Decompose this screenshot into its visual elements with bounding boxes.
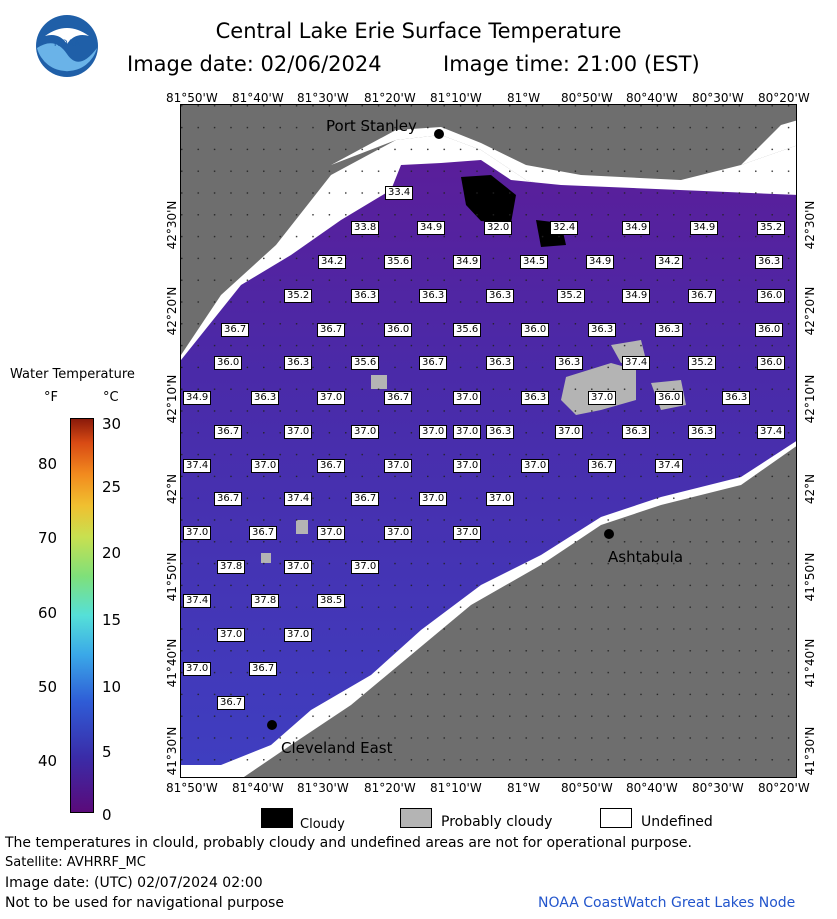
f-tick: 50 <box>38 678 58 696</box>
image-time: Image time: 21:00 (EST) <box>443 52 700 76</box>
ashtabula-label: Ashtabula <box>608 548 684 566</box>
temp-reading: 37.0 <box>284 560 312 574</box>
temp-reading: 36.0 <box>757 356 785 370</box>
lon-label: 81°20'W <box>364 91 416 105</box>
temp-reading: 34.2 <box>655 255 683 269</box>
lat-label: 41°30'N <box>165 726 179 776</box>
temp-reading: 37.0 <box>453 526 481 540</box>
lon-label: 80°30'W <box>692 91 744 105</box>
temp-reading: 36.3 <box>588 323 616 337</box>
temp-reading: 36.3 <box>722 391 750 405</box>
temp-reading: 38.5 <box>317 594 345 608</box>
undefined-swatch <box>600 808 632 828</box>
temp-reading: 36.3 <box>486 289 514 303</box>
footer-nav-warning: Not to be used for navigational purpose <box>5 895 284 911</box>
temp-reading: 37.0 <box>486 492 514 506</box>
map-title: Central Lake Erie Surface Temperature <box>215 19 622 43</box>
cleveland-east-marker[interactable] <box>267 720 277 730</box>
temp-reading: 36.3 <box>419 289 447 303</box>
temp-reading: 36.7 <box>419 356 447 370</box>
temp-reading: 37.8 <box>251 594 279 608</box>
undefined-legend-label: Undefined <box>641 814 713 830</box>
lon-label: 81°20'W <box>364 781 416 795</box>
temp-reading: 32.4 <box>550 221 578 235</box>
lat-label: 41°30'N <box>803 726 817 776</box>
temp-reading: 36.7 <box>217 696 245 710</box>
f-tick: 40 <box>38 752 58 770</box>
lon-label: 80°20'W <box>758 91 810 105</box>
lat-label: 42°N <box>165 473 179 505</box>
temp-reading: 36.3 <box>555 356 583 370</box>
ashtabula-marker[interactable] <box>604 529 614 539</box>
lon-label: 81°W <box>507 781 541 795</box>
temp-reading: 37.0 <box>217 628 245 642</box>
temp-reading: 36.7 <box>221 323 249 337</box>
c-tick: 10 <box>102 678 122 696</box>
f-tick: 70 <box>38 529 58 547</box>
colorbar-title: Water Temperature <box>10 367 135 382</box>
temp-reading: 37.4 <box>655 459 683 473</box>
temp-reading: 36.0 <box>384 323 412 337</box>
lon-label: 80°30'W <box>692 781 744 795</box>
f-tick: 80 <box>38 455 58 473</box>
port-stanley-label: Port Stanley <box>326 117 417 135</box>
colorbar-c-unit: °C <box>103 390 119 405</box>
footer-utc-date: Image date: (UTC) 02/07/2024 02:00 <box>5 875 263 891</box>
temp-reading: 37.8 <box>217 560 245 574</box>
temp-reading: 34.9 <box>453 255 481 269</box>
temp-reading: 37.0 <box>251 459 279 473</box>
lon-label: 80°40'W <box>626 91 678 105</box>
lat-label: 42°30'N <box>165 200 179 250</box>
temp-reading: 37.0 <box>317 526 345 540</box>
c-tick: 0 <box>102 806 112 824</box>
temp-reading: 37.0 <box>183 662 211 676</box>
temp-reading: 34.9 <box>183 391 211 405</box>
lon-label: 81°30'W <box>297 781 349 795</box>
temp-reading: 36.7 <box>317 323 345 337</box>
temp-reading: 36.7 <box>214 492 242 506</box>
temp-reading: 36.3 <box>655 323 683 337</box>
lat-label: 42°20'N <box>165 286 179 336</box>
temp-reading: 37.0 <box>419 492 447 506</box>
temp-reading: 36.7 <box>249 526 277 540</box>
temp-reading: 36.7 <box>588 459 616 473</box>
colorbar-f-unit: °F <box>44 390 58 405</box>
temp-reading: 35.6 <box>453 323 481 337</box>
lon-label: 80°40'W <box>626 781 678 795</box>
lat-label: 41°40'N <box>165 638 179 688</box>
cloudy-swatch <box>261 808 293 828</box>
c-tick: 25 <box>102 478 122 496</box>
c-tick: 20 <box>102 544 122 562</box>
temp-reading: 37.0 <box>555 425 583 439</box>
temp-reading: 37.0 <box>317 391 345 405</box>
temp-reading: 37.0 <box>453 459 481 473</box>
c-tick: 15 <box>102 611 122 629</box>
temp-reading: 37.0 <box>384 526 412 540</box>
lon-label: 81°10'W <box>430 91 482 105</box>
temp-reading: 32.0 <box>484 221 512 235</box>
lat-label: 41°40'N <box>803 638 817 688</box>
colorbar <box>70 418 94 813</box>
temp-reading: 36.3 <box>486 425 514 439</box>
temp-reading: 36.7 <box>351 492 379 506</box>
temp-reading: 36.3 <box>351 289 379 303</box>
temp-reading: 37.0 <box>588 391 616 405</box>
temp-reading: 36.7 <box>214 425 242 439</box>
lon-label: 81°40'W <box>232 781 284 795</box>
footer-satellite: Satellite: AVHRRF_MC <box>5 855 146 870</box>
temp-reading: 36.3 <box>622 425 650 439</box>
temp-reading: 36.3 <box>755 255 783 269</box>
temp-reading: 36.0 <box>755 323 783 337</box>
lon-label: 81°50'W <box>166 91 218 105</box>
temp-reading: 37.4 <box>757 425 785 439</box>
footer-disclaimer: The temperatures in clould, probably cloudy and undefined areas are not for operational purpose. <box>5 835 692 851</box>
image-date: Image date: 02/06/2024 <box>127 52 382 76</box>
lat-label: 41°50'N <box>803 552 817 602</box>
temp-reading: 36.3 <box>486 356 514 370</box>
temp-reading: 36.7 <box>384 391 412 405</box>
lon-label: 81°W <box>507 91 541 105</box>
temp-reading: 33.8 <box>351 221 379 235</box>
temp-reading: 36.3 <box>688 425 716 439</box>
temp-reading: 36.7 <box>317 459 345 473</box>
c-tick: 30 <box>102 415 122 433</box>
temp-reading: 37.4 <box>622 356 650 370</box>
temp-reading: 34.9 <box>586 255 614 269</box>
lon-label: 80°20'W <box>758 781 810 795</box>
probably-cloudy-swatch <box>400 808 432 828</box>
lat-label: 42°30'N <box>803 200 817 250</box>
temp-reading: 37.0 <box>284 425 312 439</box>
temp-reading: 37.0 <box>351 560 379 574</box>
lat-label: 41°50'N <box>165 552 179 602</box>
port-stanley-marker[interactable] <box>434 129 444 139</box>
lon-label: 80°50'W <box>561 781 613 795</box>
temp-reading: 36.7 <box>688 289 716 303</box>
temp-reading: 37.0 <box>453 391 481 405</box>
temp-reading: 34.2 <box>318 255 346 269</box>
lon-label: 81°40'W <box>232 91 284 105</box>
lon-label: 80°50'W <box>561 91 613 105</box>
lon-label: 81°10'W <box>430 781 482 795</box>
lat-label: 42°20'N <box>803 286 817 336</box>
temp-reading: 35.6 <box>384 255 412 269</box>
temp-reading: 36.7 <box>249 662 277 676</box>
temp-reading: 35.2 <box>757 221 785 235</box>
temp-reading: 37.4 <box>284 492 312 506</box>
probably-cloudy-legend-label: Probably cloudy <box>441 814 553 830</box>
cleveland-east-label: Cleveland East <box>281 739 393 757</box>
temp-reading: 37.0 <box>384 459 412 473</box>
lat-label: 42°10'N <box>803 374 817 424</box>
temp-reading: 35.6 <box>351 356 379 370</box>
c-tick: 5 <box>102 743 112 761</box>
temp-reading: 34.5 <box>520 255 548 269</box>
temp-reading: 37.0 <box>521 459 549 473</box>
temp-reading: 35.2 <box>688 356 716 370</box>
lat-label: 42°N <box>803 473 817 505</box>
temp-reading: 34.9 <box>417 221 445 235</box>
temp-reading: 37.0 <box>284 628 312 642</box>
cloudy-legend-label: Cloudy <box>300 817 345 832</box>
svg-text:NOAA: NOAA <box>53 39 81 49</box>
lon-label: 81°30'W <box>297 91 349 105</box>
temp-reading: 36.3 <box>521 391 549 405</box>
temp-reading: 37.4 <box>183 594 211 608</box>
temp-reading: 34.9 <box>690 221 718 235</box>
lon-label: 81°50'W <box>166 781 218 795</box>
temp-reading: 37.0 <box>453 425 481 439</box>
temp-reading: 35.2 <box>557 289 585 303</box>
f-tick: 60 <box>38 604 58 622</box>
temp-reading: 37.0 <box>351 425 379 439</box>
temp-reading: 36.0 <box>757 289 785 303</box>
temp-reading: 37.0 <box>183 526 211 540</box>
temp-reading: 34.9 <box>622 221 650 235</box>
footer-credit[interactable]: NOAA CoastWatch Great Lakes Node <box>538 895 796 911</box>
temp-reading: 35.2 <box>284 289 312 303</box>
temp-reading: 37.4 <box>183 459 211 473</box>
temp-reading: 34.9 <box>622 289 650 303</box>
lake-erie-map[interactable] <box>180 104 797 778</box>
temp-reading: 36.0 <box>521 323 549 337</box>
temp-reading: 36.0 <box>655 391 683 405</box>
temp-reading: 37.0 <box>419 425 447 439</box>
lat-label: 42°10'N <box>165 374 179 424</box>
temp-reading: 33.4 <box>385 186 413 200</box>
temp-reading: 36.3 <box>251 391 279 405</box>
temp-reading: 36.3 <box>284 356 312 370</box>
temp-reading: 36.0 <box>214 356 242 370</box>
